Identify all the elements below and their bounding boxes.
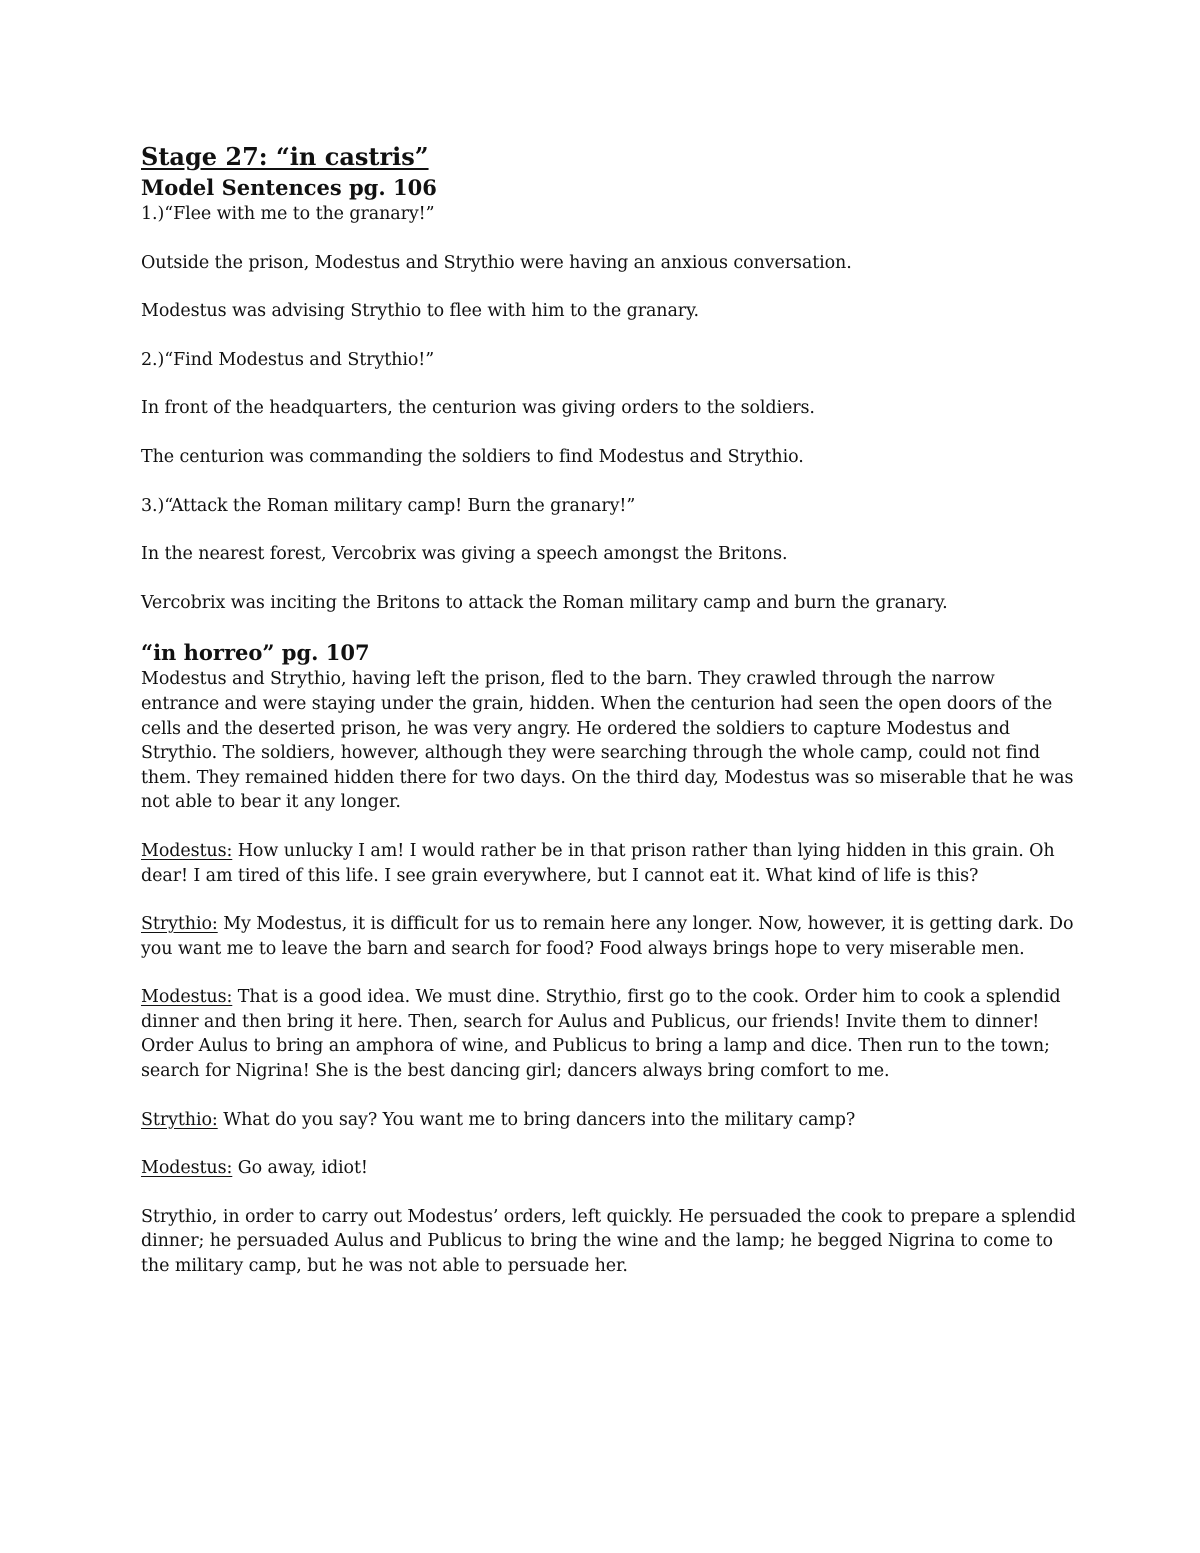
dialogue-line	[141, 912, 1076, 961]
dialogue-text: What do you say? You want me to bring dancers into the military camp?	[223, 1109, 856, 1130]
dialogue-text: Go away, idiot!	[237, 1158, 368, 1179]
story-closing-paragraph: Strythio, in order to carry out Modestus’ orders, left quickly. He persuaded the cook to prepare a splendid dinner; he persuaded Aulus and Publicus to bring the wine and the lamp; he begged Nigrina to come to the military camp, but he was not able to persuade her.	[141, 1206, 1076, 1277]
speaker-name: Modestus:	[141, 1158, 233, 1179]
model-sentence-1-meaning: Modestus was advising Strythio to flee with him to the granary.	[141, 301, 699, 322]
model-sentence-3-context: In the nearest forest, Vercobrix was giving a speech amongst the Britons.	[141, 544, 788, 565]
model-sentence-3-quote: 3.)“Attack the Roman military camp! Burn the granary!”	[141, 495, 636, 516]
model-sentences-heading: Model Sentences pg. 106	[141, 175, 437, 200]
document-page	[141, 140, 1076, 1303]
in-horreo-heading: “in horreo” pg. 107	[141, 640, 370, 666]
page-title: Stage 27: “in castris”	[141, 142, 429, 171]
model-sentence-2-context: In front of the headquarters, the centurion was giving orders to the soldiers.	[141, 398, 815, 419]
model-sentence-3-meaning: Vercobrix was inciting the Britons to attack the Roman military camp and burn the granary.	[141, 592, 948, 613]
model-sentence-2-quote: 2.)“Find Modestus and Strythio!”	[141, 349, 435, 370]
speaker-name: Strythio:	[141, 914, 218, 935]
dialogue-text: My Modestus, it is difficult for us to remain here any longer. Now, however, it is getting dark. Do you want me to leave the barn and search for food? Food always brings hope to very miserable men.	[141, 914, 1074, 959]
story-intro-paragraph: Modestus and Strythio, having left the prison, fled to the barn. They crawled through the narrow entrance and were staying under the grain, hidden. When the centurion had seen the open doors of the cells and the deserted prison, he was very angry. He ordered the soldiers to capture Modestus and Strythio. The soldiers, however, although they were searching through the whole camp, could not find them. They remained hidden there for two days. On the third day, Modestus was so miserable that he was not able to bear it any longer.	[141, 669, 1074, 813]
model-sentence-2-meaning: The centurion was commanding the soldiers to find Modestus and Strythio.	[141, 446, 804, 467]
dialogue-text: That is a good idea. We must dine. Strythio, first go to the cook. Order him to cook a splendid dinner and then bring it here. Then, search for Aulus and Publicus, our friends! Invite them to dinner! Order Aulus to bring an amphora of wine, and Publicus to bring a lamp and dice. Then run to the town; search for Nigrina! She is the best dancing girl; dancers always bring comfort to me.	[141, 987, 1061, 1082]
speaker-name: Modestus:	[141, 840, 233, 861]
dialogue-line	[141, 985, 1076, 1083]
dialogue-text: How unlucky I am! I would rather be in that prison rather than lying hidden in this grain. Oh dear! I am tired of this life. I see grain everywhere, but I cannot eat it. What kind of life is this?	[141, 840, 1055, 886]
dialogue-line	[141, 839, 1076, 888]
dialogue-line	[141, 1156, 1076, 1181]
speaker-name: Modestus:	[141, 987, 233, 1008]
speaker-name: Strythio:	[141, 1109, 218, 1130]
dialogue-line	[141, 1108, 1076, 1133]
model-sentence-1-context: Outside the prison, Modestus and Strythio were having an anxious conversation.	[141, 252, 852, 273]
model-sentence-1-quote: 1.)“Flee with me to the granary!”	[141, 204, 435, 224]
